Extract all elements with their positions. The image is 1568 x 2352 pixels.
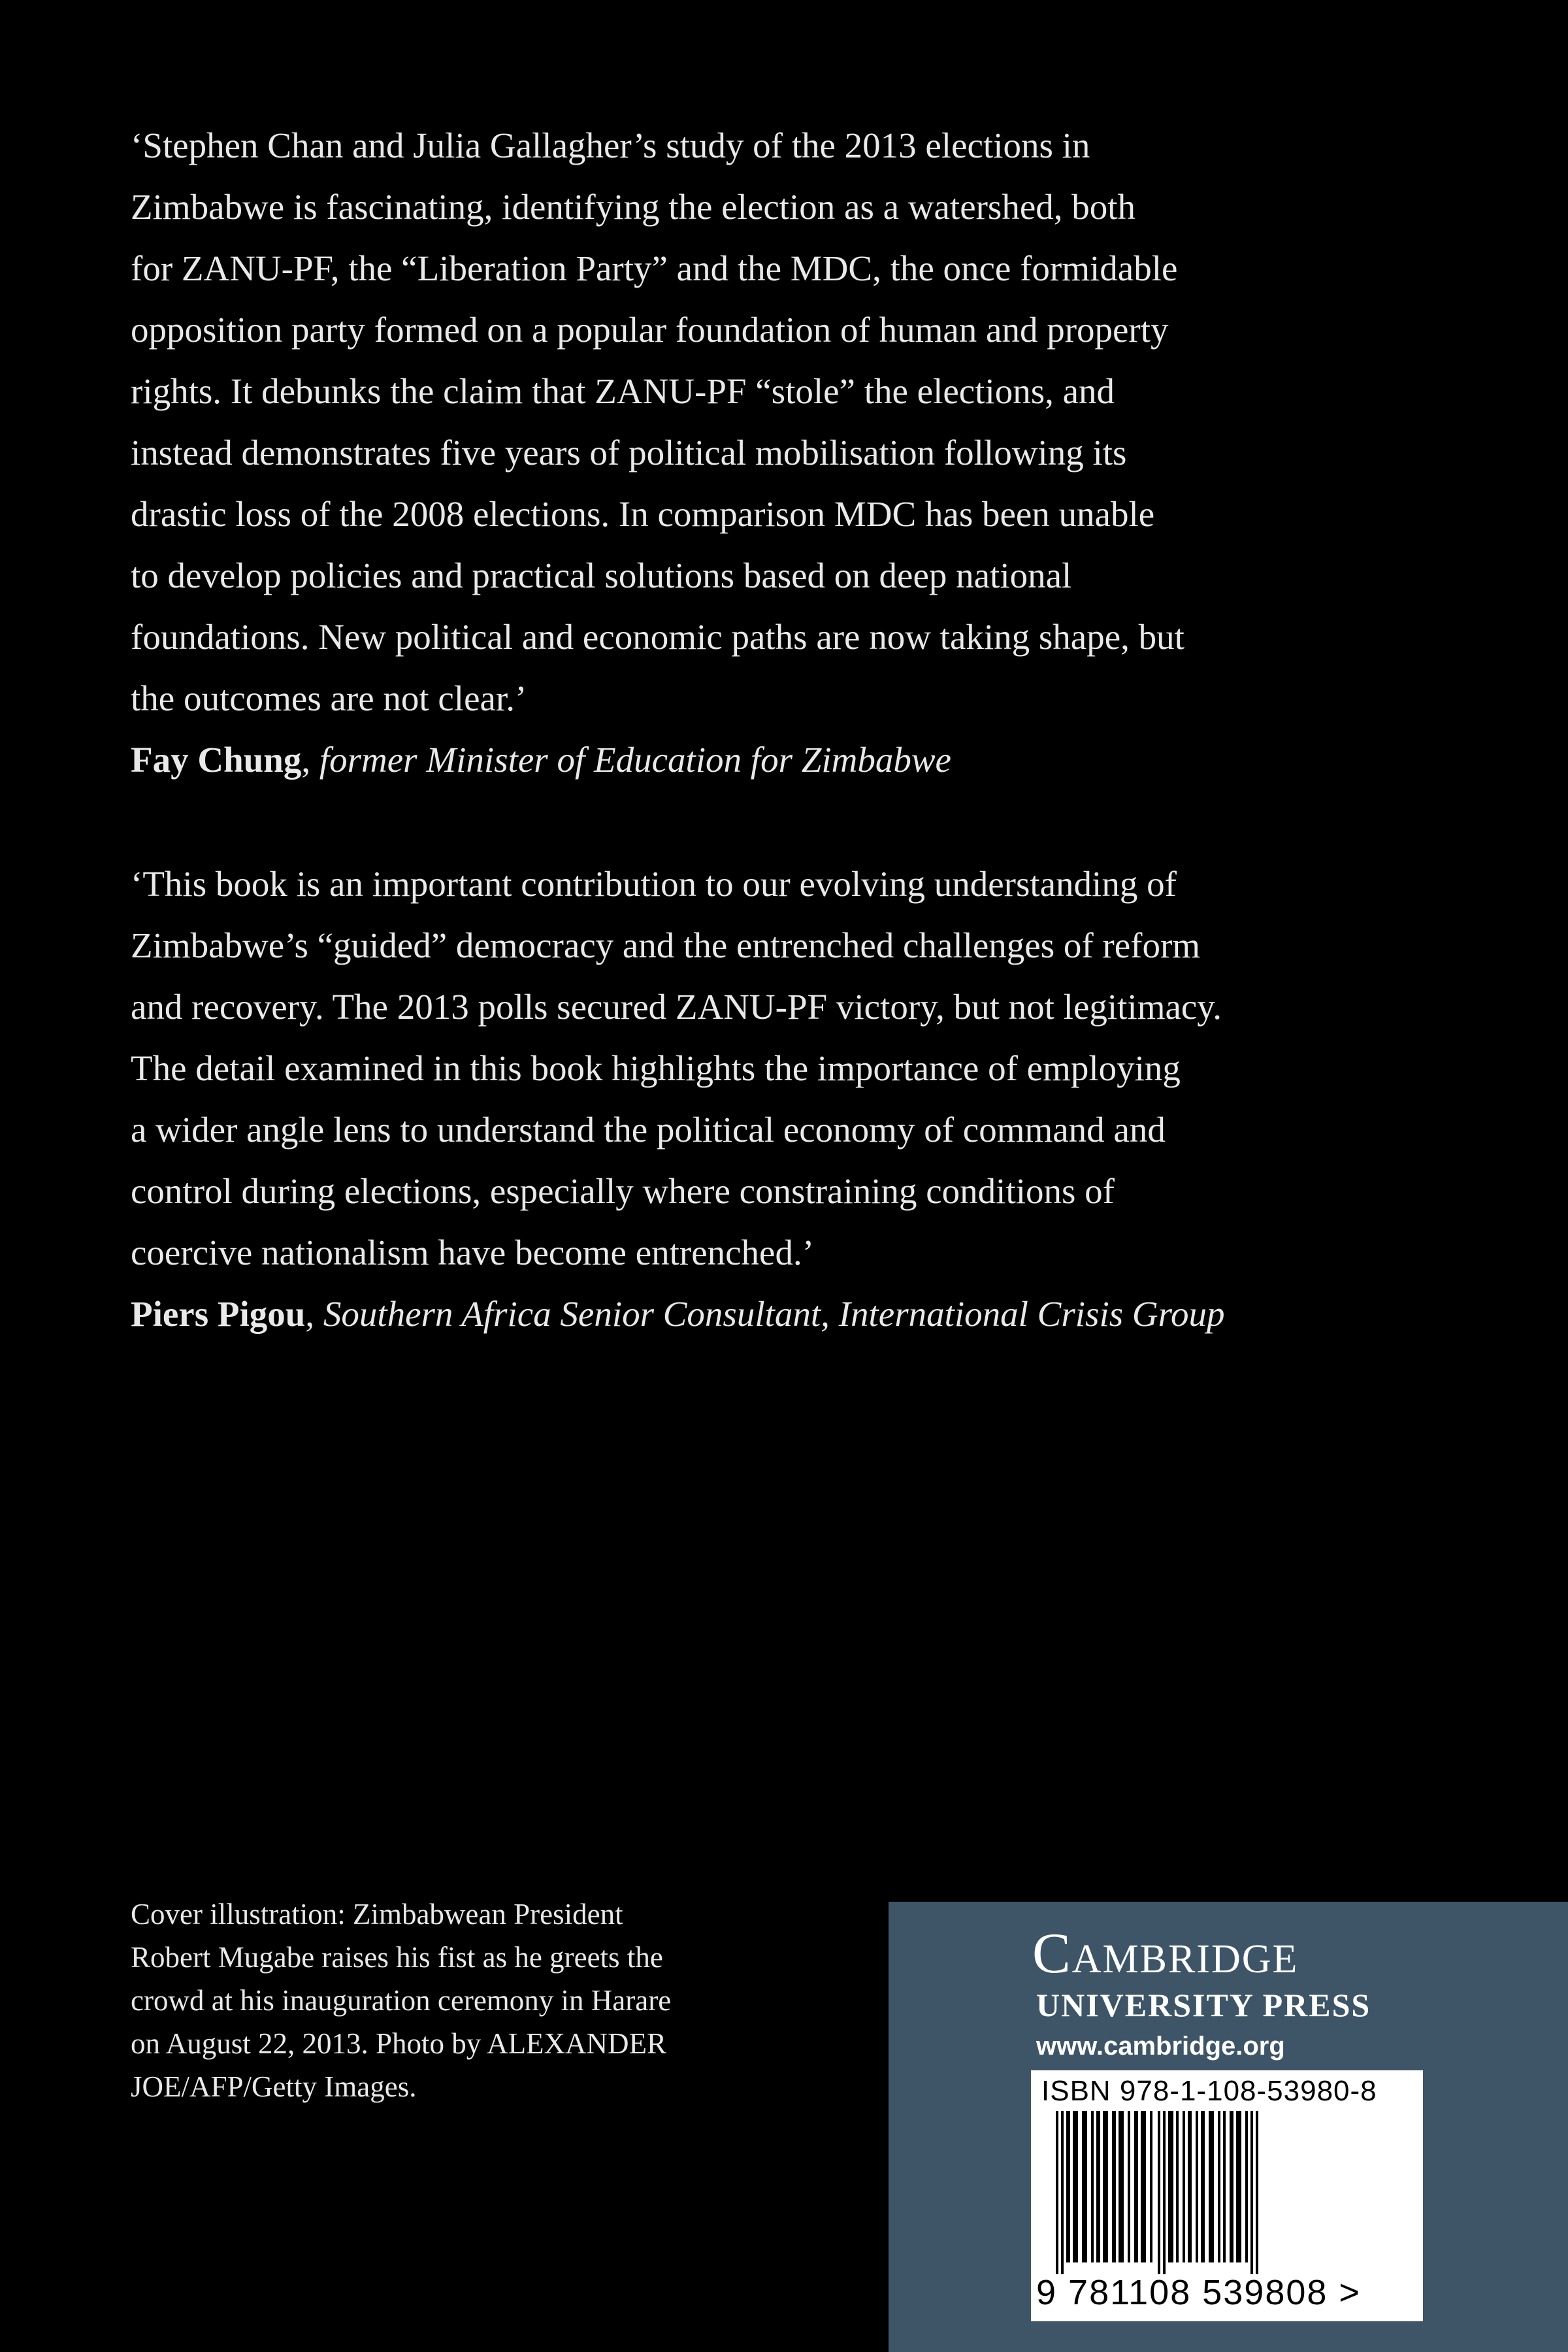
publisher-subtitle: UNIVERSITY PRESS: [1036, 1987, 1371, 2023]
barcode-bar: [1073, 2111, 1078, 2262]
barcode-bar: [1209, 2111, 1214, 2262]
publisher-panel: [889, 1902, 1568, 2352]
barcode-bar: [1188, 2111, 1192, 2262]
barcode-bar: [1112, 2111, 1116, 2262]
endorser-role: former Minister of Education for Zimbabwe: [319, 740, 951, 780]
endorsement-fay-chung: [131, 115, 1359, 791]
barcode-bar: [1201, 2111, 1205, 2262]
barcode-bar: [1168, 2111, 1173, 2262]
barcode-bar: [1128, 2111, 1130, 2262]
endorsement-piers-pigou: [131, 853, 1359, 1345]
barcode-bar: [1096, 2111, 1100, 2262]
barcode-box: [1031, 2070, 1423, 2321]
barcode-bar: [1056, 2111, 1058, 2274]
barcode-bar: [1196, 2111, 1198, 2262]
endorsement-quote: ‘Stephen Chan and Julia Gallagher’s study of the 2013 elections in Zimbabwe is fascinating, identifying the election as a watershed, both for ZANU-PF, the “Liberation Party” and the MDC, the once formidable opposition party formed on a popular foundation of human and property rights. It debunks the claim that ZANU-PF “stole” the elections, and instead demonstrates five years of political mobilisation following its drastic loss of the 2008 elections. In comparison MDC has been unable to develop policies and practical solutions based on deep national foundations. New political and economic paths are now taking shape, but the outcomes are not clear.’: [131, 125, 1184, 718]
barcode-bar: [1103, 2111, 1108, 2262]
barcode-bar: [1176, 2111, 1179, 2262]
barcode-bar: [1163, 2111, 1166, 2274]
barcode-bar: [1158, 2111, 1160, 2274]
barcode-bar: [1150, 2111, 1152, 2262]
barcode-bar: [1066, 2111, 1070, 2262]
endorser-role: Southern Africa Senior Consultant, International Crisis Group: [323, 1294, 1225, 1334]
isbn-label: ISBN 978-1-108-53980-8: [1041, 2075, 1377, 2107]
barcode-digits: 9 781108 539808 >: [1036, 2273, 1361, 2312]
attribution-separator: ,: [305, 1294, 323, 1334]
barcode-bar: [1082, 2111, 1087, 2262]
barcode-bars: [1044, 2111, 1410, 2274]
barcode-bar: [1236, 2111, 1241, 2262]
barcode-bar: [1230, 2111, 1233, 2262]
cover-illustration-credit: Cover illustration: Zimbabwean President Robert Mugabe raises his fist as he greets the crowd at his inauguration ceremony in Harare on August 22, 2013. Photo by ALEXANDER JOE/AFP/Getty Images.: [131, 1898, 672, 2103]
barcode-bar: [1183, 2111, 1185, 2262]
publisher-name: Cambridge: [1032, 1922, 1299, 1985]
barcode-bar: [1091, 2111, 1094, 2262]
attribution-separator: ,: [301, 740, 319, 780]
endorser-name: Piers Pigou: [131, 1294, 306, 1334]
barcode-bar: [1250, 2111, 1253, 2274]
barcode-bar: [1223, 2111, 1226, 2262]
endorsement-attribution: [131, 729, 1359, 791]
endorsement-quote: ‘This book is an important contribution to our evolving understanding of Zimbabwe’s “guided” democracy and the entrenched challenges of reform and recovery. The 2013 polls secured ZANU-PF victory, but not legitimacy. The detail examined in this book highlights the importance of employing a wider angle lens to understand the political economy of command and control during elections, especially where constraining conditions of coercive nationalism have become entrenched.’: [131, 864, 1222, 1272]
barcode-bar: [1119, 2111, 1124, 2262]
barcode-bar: [1245, 2111, 1248, 2262]
barcode-bar: [1141, 2111, 1146, 2262]
barcode-bar: [1218, 2111, 1220, 2262]
barcode-bar: [1061, 2111, 1064, 2274]
publisher-url: www.cambridge.org: [1036, 2032, 1285, 2061]
barcode-bar: [1256, 2111, 1258, 2274]
endorsement-attribution: [131, 1284, 1359, 1345]
barcode-bar: [1134, 2111, 1138, 2262]
endorser-name: Fay Chung: [131, 740, 302, 780]
